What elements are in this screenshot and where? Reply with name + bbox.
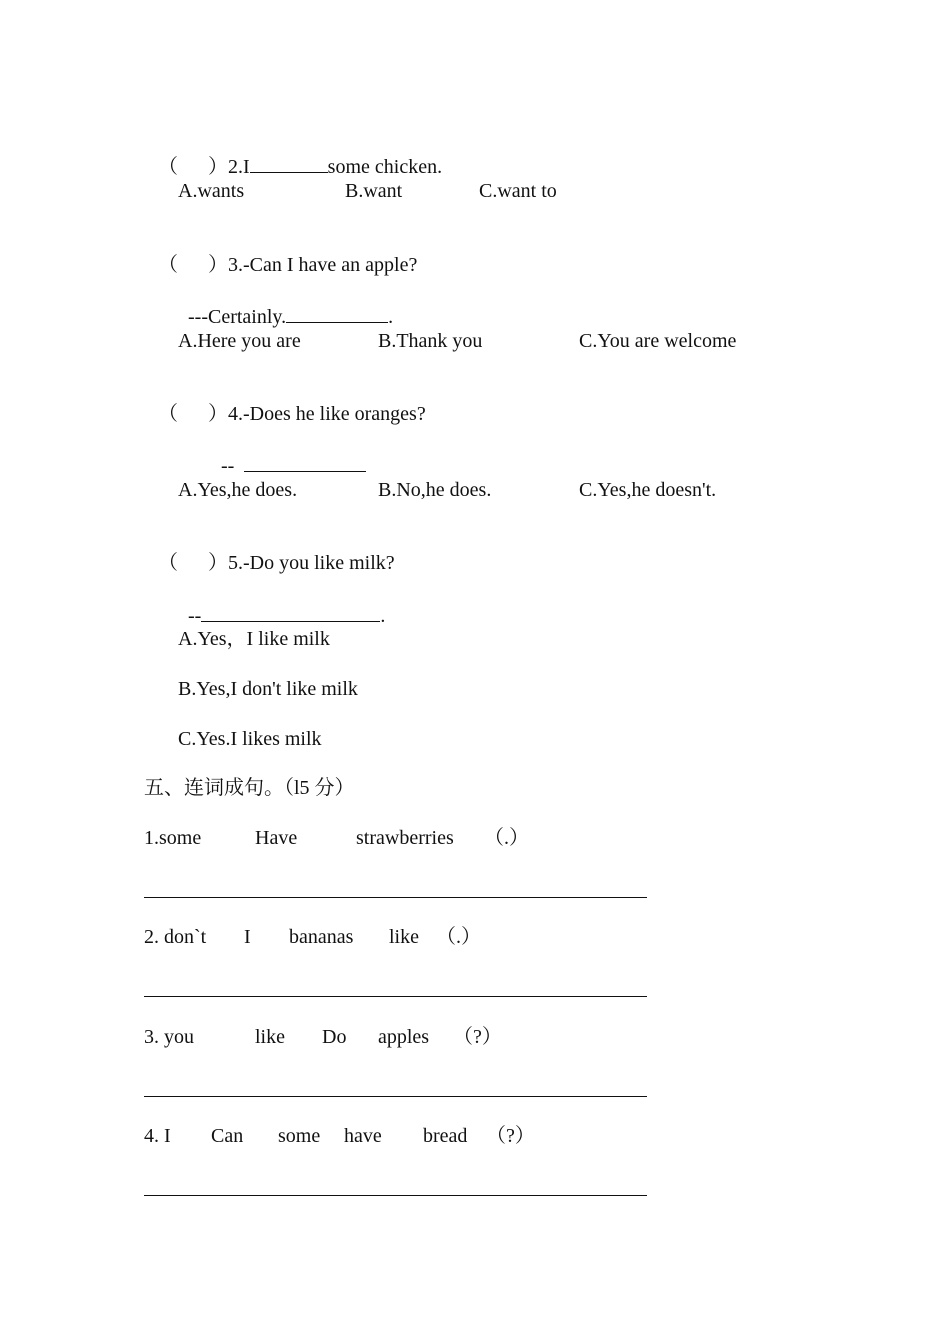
sentence-2-answer-line[interactable] (144, 996, 647, 997)
sentence-4-punct: （?） (486, 1125, 535, 1147)
question-4-reply (211, 428, 366, 478)
sentence-2-punct: （.） (436, 926, 481, 948)
question-3-blank[interactable] (286, 303, 388, 323)
sentence-2-word: like (389, 926, 419, 948)
question-2-text-before: 2.I (228, 156, 250, 178)
sentence-1-word: strawberries (356, 827, 454, 849)
answer-bracket-close: ） (208, 156, 228, 178)
sentence-1-answer-line[interactable] (144, 897, 647, 898)
sentence-1-word: Have (255, 827, 298, 849)
sentence-2-word: bananas (289, 926, 354, 948)
answer-bracket-close: ） (208, 254, 228, 276)
answer-bracket-open[interactable]: （ (158, 254, 178, 276)
question-3-option-a[interactable]: A.Here you are (178, 330, 301, 352)
sentence-4-word: Can (211, 1125, 244, 1147)
question-2-blank[interactable] (250, 153, 328, 173)
answer-bracket-open[interactable]: （ (158, 403, 178, 425)
question-4-option-a[interactable]: A.Yes,he does. (178, 479, 298, 501)
question-4-blank[interactable] (244, 452, 366, 472)
question-4-option-c[interactable]: C.Yes,he doesn't. (579, 479, 717, 501)
question-4-reply-text: -- (221, 455, 235, 477)
question-5-option-c[interactable]: C.Yes.I likes milk (178, 728, 322, 750)
question-2-option-a[interactable]: A.wants (178, 180, 245, 202)
question-4-option-b[interactable]: B.No,he does. (378, 479, 492, 501)
question-2-option-c[interactable]: C.want to (479, 180, 557, 202)
question-4-stem (148, 378, 426, 426)
question-3-stem (148, 229, 417, 277)
sentence-3-answer-line[interactable] (144, 1096, 647, 1097)
question-5-stem (148, 527, 395, 575)
question-4-text: 4.-Does he like oranges? (228, 403, 426, 425)
section-5-heading: 五、连词成句。（l5 分） (144, 777, 355, 799)
sentence-4-word: bread (423, 1125, 468, 1147)
question-5-reply-text: -- (188, 605, 202, 627)
question-3-reply (178, 279, 393, 329)
sentence-4-word: some (278, 1125, 321, 1147)
sentence-4-word: have (344, 1125, 382, 1147)
question-2-stem (148, 129, 442, 179)
sentence-3-num: 3. you (144, 1026, 194, 1048)
question-5-reply (178, 578, 385, 628)
question-5-text: 5.-Do you like milk? (228, 552, 395, 574)
sentence-3-word: like (255, 1026, 285, 1048)
answer-bracket-close: ） (208, 403, 228, 425)
question-3-option-b[interactable]: B.Thank you (378, 330, 483, 352)
question-5-blank[interactable] (201, 602, 380, 622)
answer-bracket-open[interactable]: （ (158, 156, 178, 178)
question-5-reply-end: . (380, 605, 386, 627)
question-2-text-after: some chicken. (327, 156, 443, 178)
question-3-reply-end: . (388, 306, 394, 328)
sentence-1-num: 1.some (144, 827, 202, 849)
question-5-option-a[interactable]: A.Yes，I like milk (178, 628, 330, 650)
question-3-reply-text: ---Certainly. (188, 306, 287, 328)
sentence-4-num: 4. I (144, 1125, 171, 1147)
sentence-3-punct: （?） (453, 1026, 502, 1048)
sentence-3-word: Do (322, 1026, 347, 1048)
answer-bracket-close: ） (208, 552, 228, 574)
question-3-option-c[interactable]: C.You are welcome (579, 330, 737, 352)
question-2-option-b[interactable]: B.want (345, 180, 403, 202)
sentence-2-num: 2. don`t (144, 926, 207, 948)
answer-bracket-open[interactable]: （ (158, 552, 178, 574)
question-3-text: 3.-Can I have an apple? (228, 254, 418, 276)
sentence-1-punct: （.） (484, 827, 529, 849)
sentence-4-answer-line[interactable] (144, 1195, 647, 1196)
sentence-3-word: apples (378, 1026, 430, 1048)
question-5-option-b[interactable]: B.Yes,I don't like milk (178, 678, 358, 700)
sentence-2-word: I (244, 926, 251, 948)
